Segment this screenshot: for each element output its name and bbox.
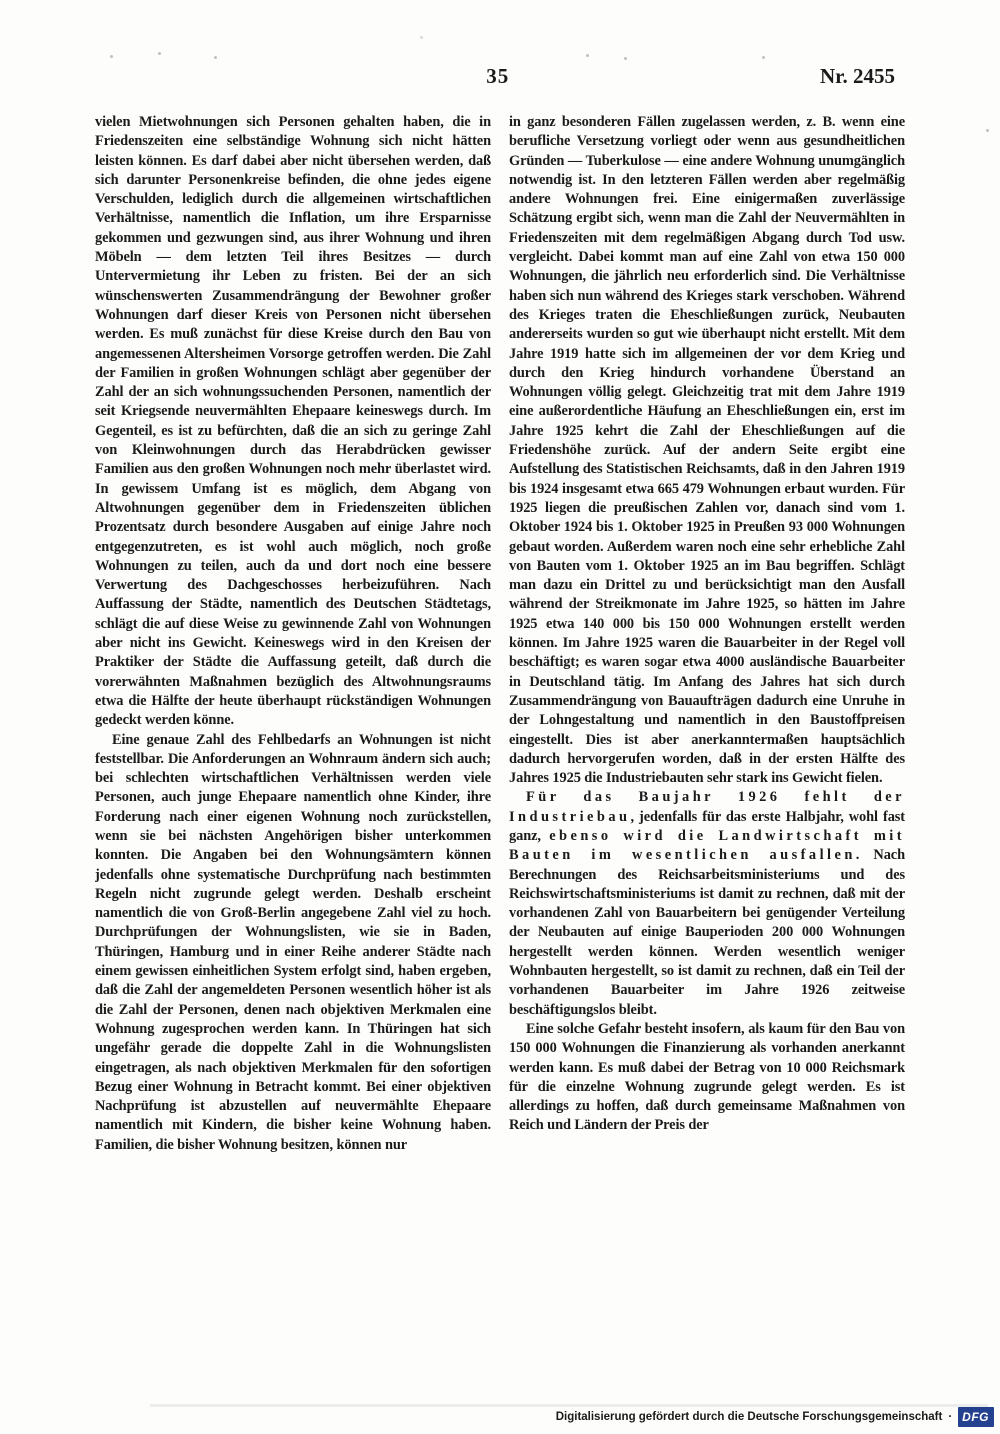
credit-text: Digitalisierung gefördert durch die Deutsche Forschungsgemeinschaft bbox=[555, 1411, 943, 1423]
scan-speck bbox=[214, 56, 217, 59]
scan-speck bbox=[420, 36, 423, 39]
paragraph bbox=[95, 731, 491, 1156]
text-column-left bbox=[95, 113, 491, 1283]
scan-speck bbox=[586, 54, 589, 57]
digitization-credit bbox=[556, 1407, 994, 1427]
scan-speck bbox=[762, 56, 765, 59]
credit-separator: · bbox=[948, 1411, 953, 1423]
body-text: , jedenfalls für das erste Halbjahr, wohl fast ganz, bbox=[509, 808, 905, 844]
scan-speck bbox=[158, 52, 161, 55]
scan-speck bbox=[110, 55, 113, 58]
paragraph bbox=[509, 788, 905, 1020]
scan-speck bbox=[986, 129, 989, 132]
page-header bbox=[95, 64, 905, 96]
issue-number: Nr. 2455 bbox=[819, 64, 895, 88]
text-column-right bbox=[509, 113, 905, 1283]
page-number: 35 bbox=[486, 64, 510, 88]
emphasized-spaced-text: Für das Baujahr 1926 fehlt der Industriebau bbox=[509, 789, 905, 825]
emphasized-spaced-text: ebenso wird die Landwirtschaft mit Bauten im wesentlichen ausfallen bbox=[509, 827, 905, 864]
dfg-logo: DFG bbox=[958, 1407, 994, 1427]
body-text: in ganz besonderen Fällen zugelassen werden, z. B. wenn eine berufliche Versetzung vorliegt oder wenn aus gesundheitlichen Gründen — Tuberkulose — eine andere Wohnung unumgänglich notwendig ist. In den letzteren Fällen werden aber regelmäßig andere Wohnungen frei. Eine einigermaßen zuverlässige Schätzung ergibt sich, wenn man die Zahl der Neuvermählten in Friedenszeiten mit dem regelmäßigen Abgang durch Tod usw. vergleicht. Dabei kommt man auf eine Zahl von etwa 150 000 Wohnungen, die jährlich neu erforderlich sind. Die Verhältnisse haben sich nun während des Krieges stark verschoben. Während des Krieges traten die Eheschließungen zurück, Neubauten andererseits wurden so gut wie überhaupt nicht erstellt. Mit dem Jahre 1919 hatte sich im allgemeinen der vor dem Krieg und durch den Krieg hindurch vorhandene Überstand an Wohnungen völlig gelegt. Gleichzeitig trat mit dem Jahre 1919 eine außerordentliche Häufung an Eheschließungen ein, erst im Jahre 1925 kehrt die Zahl der Eheschließungen auf die Friedenshöhe zurück. Auf der andern Seite ergibt eine Aufstellung des Statistischen Reichsamts, daß in den Jahren 1919 bis 1924 insgesamt etwa 665 479 Wohnungen erbaut wurden. Für 1925 liegen die preußischen Zahlen vor, danach sind vom 1. Oktober 1924 bis 1. Oktober 1925 in Preußen 93 000 Wohnungen gebaut worden. Außerdem waren noch eine sehr erhebliche Zahl von Bauten vom 1. Oktober 1925 an im Bau begriffen. Schlägt man dazu ein Drittel zu und berücksichtigt man den Ausfall während der Streikmonate im Jahre 1925, so hätten im Jahre 1925 etwa 140 000 bis 150 000 Wohnungen erstellt werden können. Im Jahre 1925 waren die Bauarbeiter in der Regel voll beschäftigt; es waren sogar etwa 4000 ausländische Bauarbeiter in Deutschland tätig. Im Anfang des Jahres hat sich durch Zusammendrängung von Bauaufträgen dadurch eine Unruhe in der Lohngestaltung und namentlich in den Baustoffpreisen eingestellt. Dies ist aber anerkanntermaßen hauptsächlich dadurch hervorgerufen worden, daß in der ersten Hälfte des Jahres 1925 die Industriebauten sehr stark ins Gewicht fielen. bbox=[509, 114, 905, 787]
body-text: Eine solche Gefahr besteht insofern, als kaum für den Bau von 150 000 Wohnungen die Finanzierung als vorhanden anerkannt werden kann. Es muß dabei der Betrag von 10 000 Reichsmark für die einzelne Wohnung zugrunde gelegt werden. Es ist allerdings zu hoffen, daß durch gemeinsame Maßnahmen von Reich und Ländern der Preis der bbox=[509, 1020, 905, 1134]
article-body bbox=[95, 113, 905, 1283]
body-text: vielen Mietwohnungen sich Personen gehalten haben, die in Friedenszeiten eine selbständige Wohnung sich nicht hätten leisten können. Es darf dabei aber nicht übersehen werden, daß sich darunter Personenkreise befinden, die ohne jedes eigene Verschulden, lediglich durch die allgemeinen wirtschaftlichen Verhältnisse, namentlich die Inflation, um ihre Ersparnisse gekommen und gezwungen sind, aus ihrer Wohnung und ihren Möbeln — dem letzten Teil ihres Besitzes — durch Untervermietung ihr Leben zu fristen. Bei der an sich wünschenswerten Zusammendrängung der Bewohner großer Wohnungen darf dieser Kreis von Personen nicht übersehen werden. Es muß zunächst für diese Kreise durch den Bau von angemessenen Altersheimen Vorsorge getroffen werden. Die Zahl der Familien in großen Wohnungen schlägt aber gegenüber der Zahl der an sich wohnungssuchenden Personen, namentlich der seit Kriegsende neuvermählten Ehepaare keineswegs durch. Im Gegenteil, es ist zu befürchten, daß die an sich zu geringe Zahl von Kleinwohnungen durch das Herabdrücken gewisser Familien aus den großen Wohnungen noch mehr überlastet wird. In gewissem Umfang ist es möglich, dem Abgang von Altwohnungen gegenüber dem in Friedenszeiten üblichen Prozentsatz durch besondere Ausgaben auf einige Jahre noch entgegenzutreten, es ist wohl auch möglich, noch große Wohnungen zu teilen, auch da und dort noch eine bessere Verwertung des Dachgeschosses herbeizuführen. Nach Auffassung der Städte, namentlich des Deutschen Städtetags, schlägt die auf diese Weise zu gewinnende Zahl von Wohnungen aber nicht ins Gewicht. Keineswegs wird in den Kreisen der Praktiker der Städte die Auffassung geteilt, daß durch die vorerwähnten Maßnahmen bezüglich des Altwohnungsraums etwa die Hälfte der heute überhaupt rückständigen Wohnungen gedeckt werden könne. bbox=[95, 114, 491, 729]
paragraph bbox=[509, 113, 905, 788]
paragraph bbox=[95, 113, 491, 731]
paragraph bbox=[509, 1020, 905, 1136]
body-text: Eine genaue Zahl des Fehlbedarfs an Wohnungen ist nicht feststellbar. Die Anforderungen an Wohnraum ändern sich auch; bei schlechten wirtschaftlichen Verhältnissen werden viele Personen, auch junge Ehepaare namentlich ohne Kinder, ihre Forderung nach einer eigenen Wohnung noch zurückstellen, wenn sie bei nächsten Angehörigen bisher unterkommen konnten. Die Angaben bei den Wohnungsämtern können jedenfalls ohne systematische Durchprüfung nach bestimmten Regeln nicht zugrunde gelegt werden. Deshalb erscheint namentlich die von Groß-Berlin angegebene Zahl viel zu hoch. Durchprüfungen der Wohnungslisten, wie sie in Baden, Thüringen, Hamburg und in einer Reihe anderer Städte nach einem gewissen einheitlichen System erfolgt sind, haben ergeben, daß die Zahl der angemeldeten Personen wesentlich höher ist als die Zahl der Personen, denen nach objektiven Merkmalen eine Wohnung zugesprochen werden kann. In Thüringen hat sich ungefähr gerade die doppelte Zahl in die Wohnungslisten eingetragen, als nach objektiven Merkmalen für den sofortigen Bezug einer Wohnung in Betracht kommt. Bei einer objektiven Nachprüfung ist abzustellen auf neuvermählte Ehepaare namentlich mit Kindern, die bisher keine Wohnung haben. Familien, die bisher Wohnung besitzen, können nur bbox=[95, 731, 491, 1153]
scan-speck bbox=[624, 57, 627, 60]
body-text: . Nach Berechnungen des Reichsarbeitsministeriums und des Reichswirtschaftsministeriums ist damit zu rechnen, daß mit der vorhandenen Zahl von Bauarbeitern bei genügender Verteilung der Neubauten auf einige Bauperioden 200 000 Wohnungen hergestellt werden können. Werden wesentlich weniger Wohnbauten hergestellt, so ist damit zu rechnen, daß ein Teil der vorhandenen Bauarbeiter im Jahre 1926 zeitweise beschäftigungslos bleibt. bbox=[509, 847, 905, 1018]
